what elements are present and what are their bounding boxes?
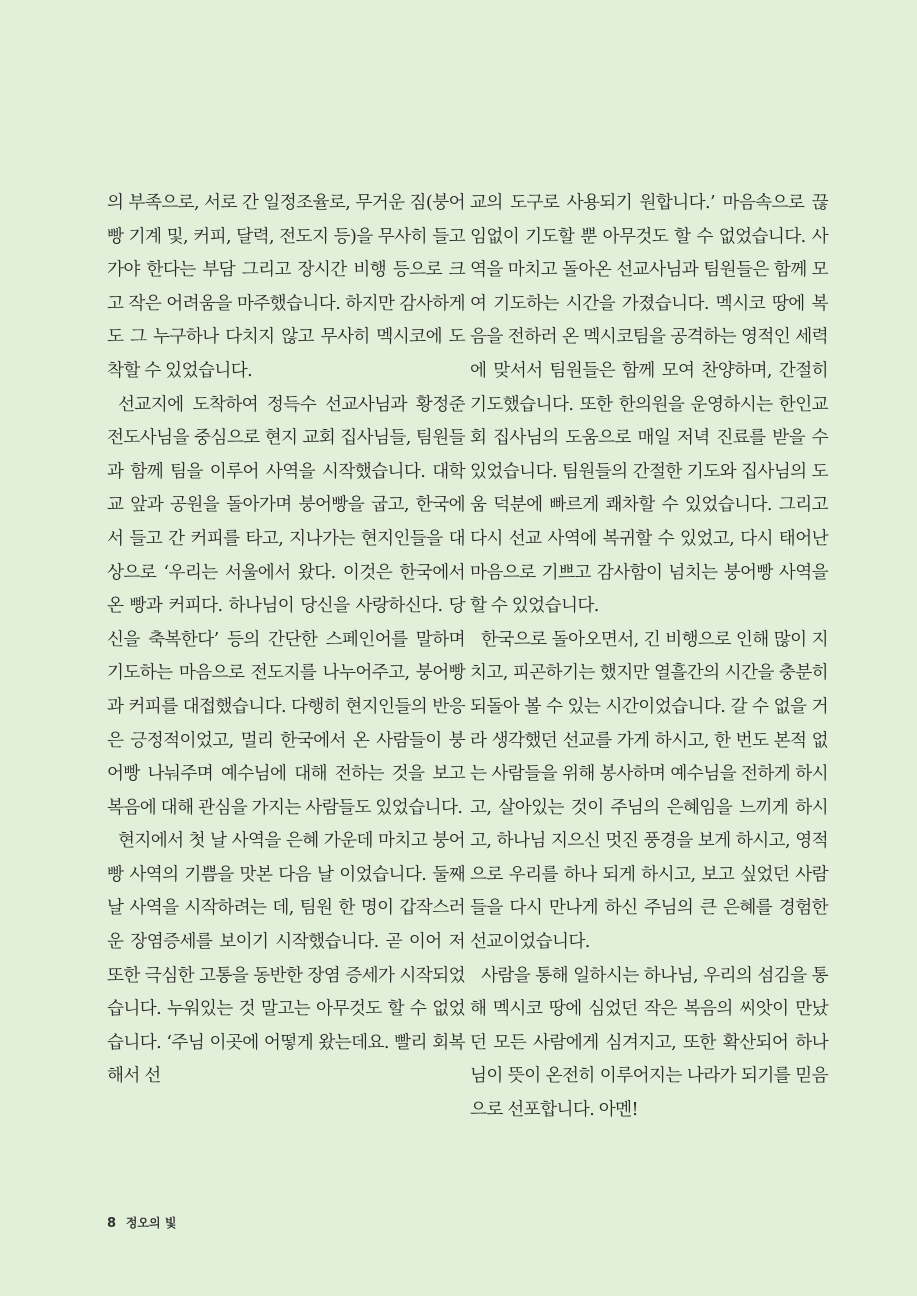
page-number: 8	[107, 1216, 117, 1231]
paragraph-continuation: 의 부족으로, 서로 간 일정조율로, 무거운 짐(붕어빵 기계 및, 커피, 달력, 전도지 등)을 무사히 들고 가야 한다는 부담 그리고 장시간 비행 등으로 크고 작은 어려움을 마주했습니다. 하지만 감사하게도 그 누구하나 다치지 않고 무사히 멕시코에 도착할 수 있었습니다.	[107, 193, 465, 381]
page-footer	[107, 1214, 176, 1231]
paragraph: 사람을 통해 일하시는 하나님, 우리의 섬김을 통해 멕시코 땅에 심었던 작은 복음의 씨앗이 만났던 모든 사람에게 심겨지고, 또한 확산되어 하나님이 뜻이 온전히 이루어지는 나라가 되기를 믿음으로 선포합니다. 아멘!	[470, 965, 828, 1121]
left-column	[107, 187, 465, 1094]
magazine-title: 정오의 빛	[125, 1216, 177, 1230]
paragraph: 한국으로 돌아오면서, 긴 비행으로 인해 많이 지치고, 피곤하기는 했지만 열흘간의 시간을 충분히 되돌아 볼 수 있는 시간이었습니다. 갈 수 없을 거라 생각했던 선교를 가게 하시고, 한 번도 본적 없는 사람들을 위해 봉사하며 예수님을 전하게 하시고, 살아있는 것이 주님의 은혜임을 느끼게 하시고, 하나님 지으신 멋진 풍경을 보게 하시고, 영적으로 우리를 하나 되게 하시고, 보고 싶었던 사람들을 다시 만나게 하신 주님의 큰 은혜를 경험한 선교이었습니다.	[470, 629, 828, 953]
paragraph: 선교지에 도착하여 정득수 선교사님과 황정준 전도사님을 중심으로 현지 교회 집사님들, 팀원들과 함께 팀을 이루어 사역을 시작했습니다. 대학교 앞과 공원을 돌아가며 붕어빵을 굽고, 한국에서 들고 간 커피를 타고, 지나가는 현지인들을 대상으로 ‘우리는 서울에서 왔다. 이것은 한국에서 온 빵과 커피다. 하나님이 당신을 사랑하신다. 당신을 축복한다’ 등의 간단한 스페인어를 말하며 기도하는 마음으로 전도지를 나누어주고, 붕어빵과 커피를 대접했습니다. 다행히 현지인들의 반응은 긍정적이었고, 멀리 한국에서 온 사람들이 붕어빵 나눠주며 예수님에 대해 전하는 것을 보고 복음에 대해 관심을 가지는 사람들도 있었습니다.	[107, 394, 465, 818]
paragraph: 현지에서 첫 날 사역을 은혜 가운데 마치고 붕어빵 사역의 기쁨을 맛본 다음 날 이었습니다. 둘째 날 사역을 시작하려는 데, 팀원 한 명이 갑작스러운 장염증세를 보이기 시작했습니다. 곧 이어 저 또한 극심한 고통을 동반한 장염 증세가 시작되었습니다. 누워있는 것 말고는 아무것도 할 수 없었습니다. ‘주님 이곳에 어떻게 왔는데요. 빨리 회복해서 선	[107, 831, 465, 1087]
paragraph-continuation: 교의 도구로 사용되기 원합니다.’ 마음속으로 끊임없이 기도할 뿐 아무것도 할 수 없었습니다. 사역을 마치고 돌아온 선교사님과 팀원들은 함께 모여 기도하는 시간을 가졌습니다. 멕시코 땅에 복음을 전하러 온 멕시코팀을 공격하는 영적인 세력에 맞서서 팀원들은 함께 모여 찬양하며, 간절히 기도했습니다. 또한 한의원을 운영하시는 한인교회 집사님의 도움으로 매일 저녁 진료를 받을 수 있었습니다. 팀원들의 간절한 기도와 집사님의 도움 덕분에 빠르게 쾌차할 수 있었습니다. 그리고 다시 선교 사역에 복귀할 수 있었고, 다시 태어난 마음으로 기쁘고 감사함이 넘치는 붕어빵 사역을 할 수 있었습니다.	[470, 193, 828, 617]
right-column	[470, 187, 828, 1128]
